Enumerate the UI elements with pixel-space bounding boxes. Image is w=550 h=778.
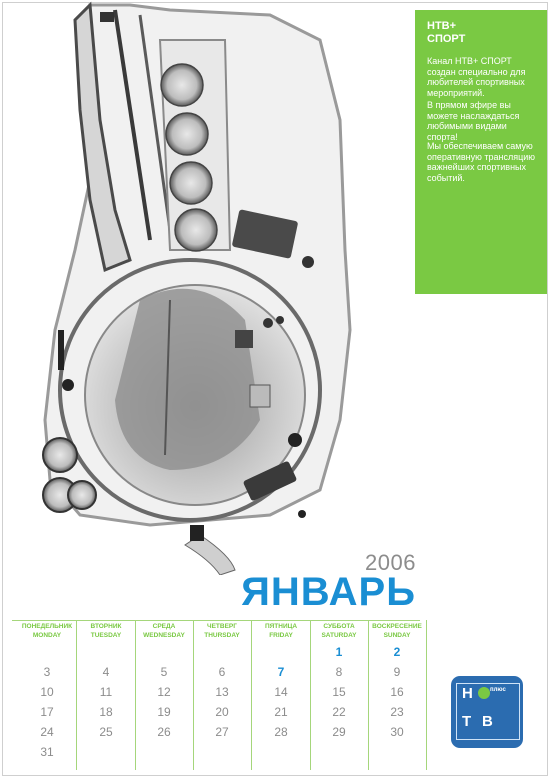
calendar-day: 4	[102, 665, 110, 679]
logo-letter: Н	[462, 685, 473, 702]
weekday-en: THURSDAY	[204, 632, 240, 639]
sidebar-panel	[415, 10, 547, 294]
weekday-en: TUESDAY	[90, 632, 122, 639]
weekday-header	[368, 622, 426, 640]
weekday-header	[252, 622, 310, 640]
weekday-ru: СУББОТА	[323, 623, 355, 630]
weekday-header	[135, 622, 193, 640]
calendar-day: 21	[274, 705, 288, 719]
logo-letter: В	[482, 713, 493, 730]
weekday-header	[310, 622, 368, 640]
calendar-column-line	[426, 620, 427, 770]
calendar-day: 18	[99, 705, 113, 719]
calendar-day: 10	[40, 685, 54, 699]
calendar-day: 1	[335, 645, 343, 659]
calendar-day: 16	[390, 685, 404, 699]
weekday-en: MONDAY	[32, 632, 62, 639]
calendar-day: 26	[157, 725, 171, 739]
calendar-day: 25	[99, 725, 113, 739]
calendar-day: 12	[157, 685, 171, 699]
weekday-ru: ПЯТНИЦА	[264, 623, 298, 630]
calendar-day: 6	[218, 665, 226, 679]
weekday-header	[18, 622, 76, 640]
calendar-month: ЯНВАРЬ	[241, 570, 416, 614]
sidebar-title: НТВ+ СПОРТ	[427, 20, 466, 45]
xray-sports-bag-icon	[20, 0, 380, 575]
calendar-day: 22	[332, 705, 346, 719]
ntv-plus-logo	[451, 676, 523, 748]
weekday-en: FRIDAY	[269, 632, 293, 639]
logo-word: плюс	[490, 687, 506, 693]
calendar-day: 5	[160, 665, 168, 679]
calendar-column-line	[368, 620, 369, 770]
calendar-column-line	[251, 620, 252, 770]
calendar-column-line	[310, 620, 311, 770]
calendar-day: 24	[40, 725, 54, 739]
weekday-ru: ЧЕТВЕРГ	[207, 623, 237, 630]
calendar-day: 29	[332, 725, 346, 739]
calendar-day: 2	[393, 645, 401, 659]
weekday-ru: ВТОРНИК	[90, 623, 122, 630]
calendar-day: 13	[215, 685, 229, 699]
calendar-column-line	[76, 620, 77, 770]
weekday-en: WEDNESDAY	[143, 632, 185, 639]
weekday-ru: ВОСКРЕСЕНИЕ	[372, 623, 422, 630]
sidebar-paragraph: Канал НТВ+ СПОРТ создан специально для любителей спортивных мероприятий.	[427, 56, 526, 98]
weekday-ru: СРЕДА	[152, 623, 176, 630]
calendar-column-line	[193, 620, 194, 770]
logo-plus-icon	[478, 687, 490, 699]
weekday-ru: ПОНЕДЕЛЬНИК	[21, 623, 73, 630]
sidebar-paragraph: Мы обеспечиваем самую оперативную трансляцию важнейших спортивных событий.	[427, 141, 536, 183]
weekday-en: SATURDAY	[321, 632, 357, 639]
calendar-day: 9	[393, 665, 401, 679]
calendar-day: 8	[335, 665, 343, 679]
calendar-day: 28	[274, 725, 288, 739]
calendar-day: 23	[390, 705, 404, 719]
weekday-header	[193, 622, 251, 640]
calendar-day: 17	[40, 705, 54, 719]
calendar-day: 3	[43, 665, 51, 679]
calendar-column-line	[135, 620, 136, 770]
sidebar-paragraph: В прямом эфире вы можете наслаждаться любимыми видами спорта!	[427, 100, 520, 142]
calendar-day: 7	[277, 665, 285, 679]
calendar-day: 14	[274, 685, 288, 699]
calendar-day: 27	[215, 725, 229, 739]
weekday-header	[77, 622, 135, 640]
calendar-day: 19	[157, 705, 171, 719]
calendar-day: 20	[215, 705, 229, 719]
calendar-day: 31	[40, 745, 54, 759]
logo-letter: Т	[462, 713, 472, 730]
calendar-day: 30	[390, 725, 404, 739]
calendar-day: 11	[99, 685, 113, 699]
calendar-year: 2006	[365, 550, 416, 575]
calendar-day: 15	[332, 685, 346, 699]
calendar-divider	[12, 620, 420, 621]
weekday-en: SUNDAY	[383, 632, 411, 639]
